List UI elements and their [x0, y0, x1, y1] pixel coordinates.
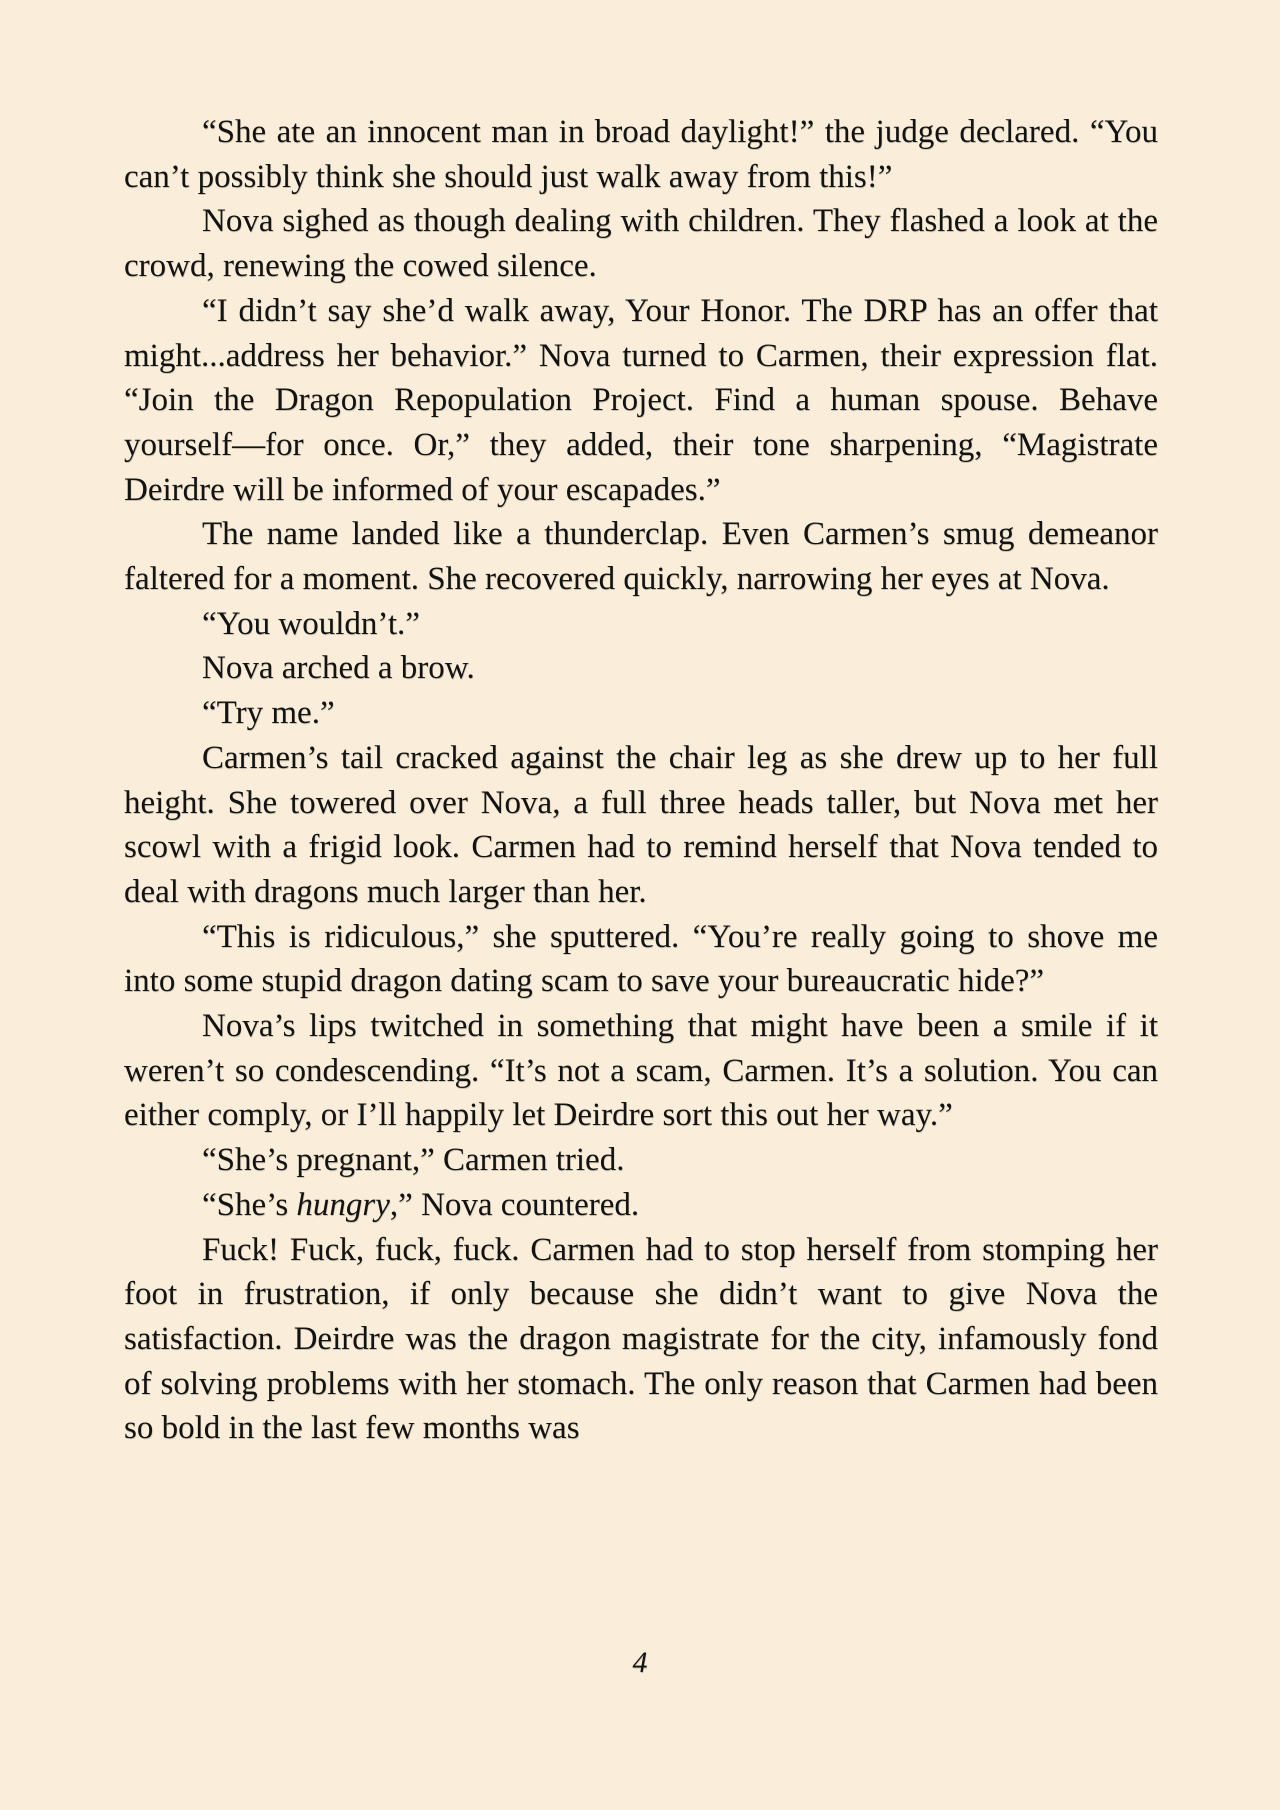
- paragraph: [124, 1004, 1158, 1138]
- italic-text: hungry: [296, 1186, 390, 1223]
- text-segment: “She ate an innocent man in broad daylight!” the judge declared. “You can’t possibly think she should just walk away from this!”: [124, 114, 1158, 195]
- text-segment: Fuck! Fuck, fuck, fuck. Carmen had to stop herself from stomping her foot in frustration, if only because she didn’t want to give Nova the satisfaction. Deirdre was the dragon magistrate for the city, infamously fond of solving problems with her stomach. The only reason that Carmen had been so bold in the last few months was: [124, 1231, 1158, 1447]
- text-segment: “Try me.”: [202, 695, 335, 732]
- paragraph: [124, 289, 1158, 513]
- text-segment: The name landed like a thunderclap. Even Carmen’s smug demeanor faltered for a moment. She recovered quickly, narrowing her eyes at Nova.: [124, 516, 1158, 598]
- paragraph: [124, 199, 1158, 288]
- paragraph: [124, 602, 1158, 647]
- text-segment: Nova arched a brow.: [202, 650, 475, 687]
- paragraph: [124, 646, 1158, 691]
- text-segment: Carmen’s tail cracked against the chair leg as she drew up to her full height. She towered over Nova, a full three heads taller, but Nova met her scowl with a frigid look. Carmen had to remind herself that Nova tended to deal with dragons much larger than her.: [124, 739, 1158, 910]
- text-segment: “She’s: [202, 1186, 297, 1223]
- text-segment: “This is ridiculous,” she sputtered. “You’re really going to shove me into some stupid dragon dating scam to save your bureaucratic hide?”: [124, 918, 1158, 1000]
- text-segment: “I didn’t say she’d walk away, Your Honor. The DRP has an offer that might...address her behavior.” Nova turned to Carmen, their expression flat. “Join the Dragon Repopulation Project. Find a human spouse. Behave yourself—for once. Or,” they added, their tone sharpening, “Magistrate Deirdre will be informed of your escapades.”: [124, 292, 1158, 508]
- paragraph: [124, 691, 1158, 736]
- text-segment: “You wouldn’t.”: [202, 605, 420, 642]
- text-segment: Nova sighed as though dealing with children. They flashed a look at the crowd, renewing the cowed silence.: [124, 203, 1158, 285]
- paragraph: [124, 1228, 1158, 1452]
- paragraph: [124, 512, 1158, 601]
- paragraph: [124, 736, 1158, 915]
- paragraph: [124, 1183, 1158, 1228]
- text-segment: “She’s pregnant,” Carmen tried.: [202, 1142, 625, 1179]
- paragraph: [124, 915, 1158, 1004]
- page-number: 4: [632, 1646, 648, 1679]
- text-segment: ,” Nova countered.: [389, 1186, 640, 1223]
- text-segment: Nova’s lips twitched in something that might have been a smile if it weren’t so condescending. “It’s not a scam, Carmen. It’s a solution. You can either comply, or I’ll happily let Deirdre sort this out her way.”: [124, 1008, 1158, 1134]
- paragraph: [124, 1138, 1158, 1183]
- paragraph: [124, 110, 1158, 199]
- text-block: [124, 110, 1158, 1451]
